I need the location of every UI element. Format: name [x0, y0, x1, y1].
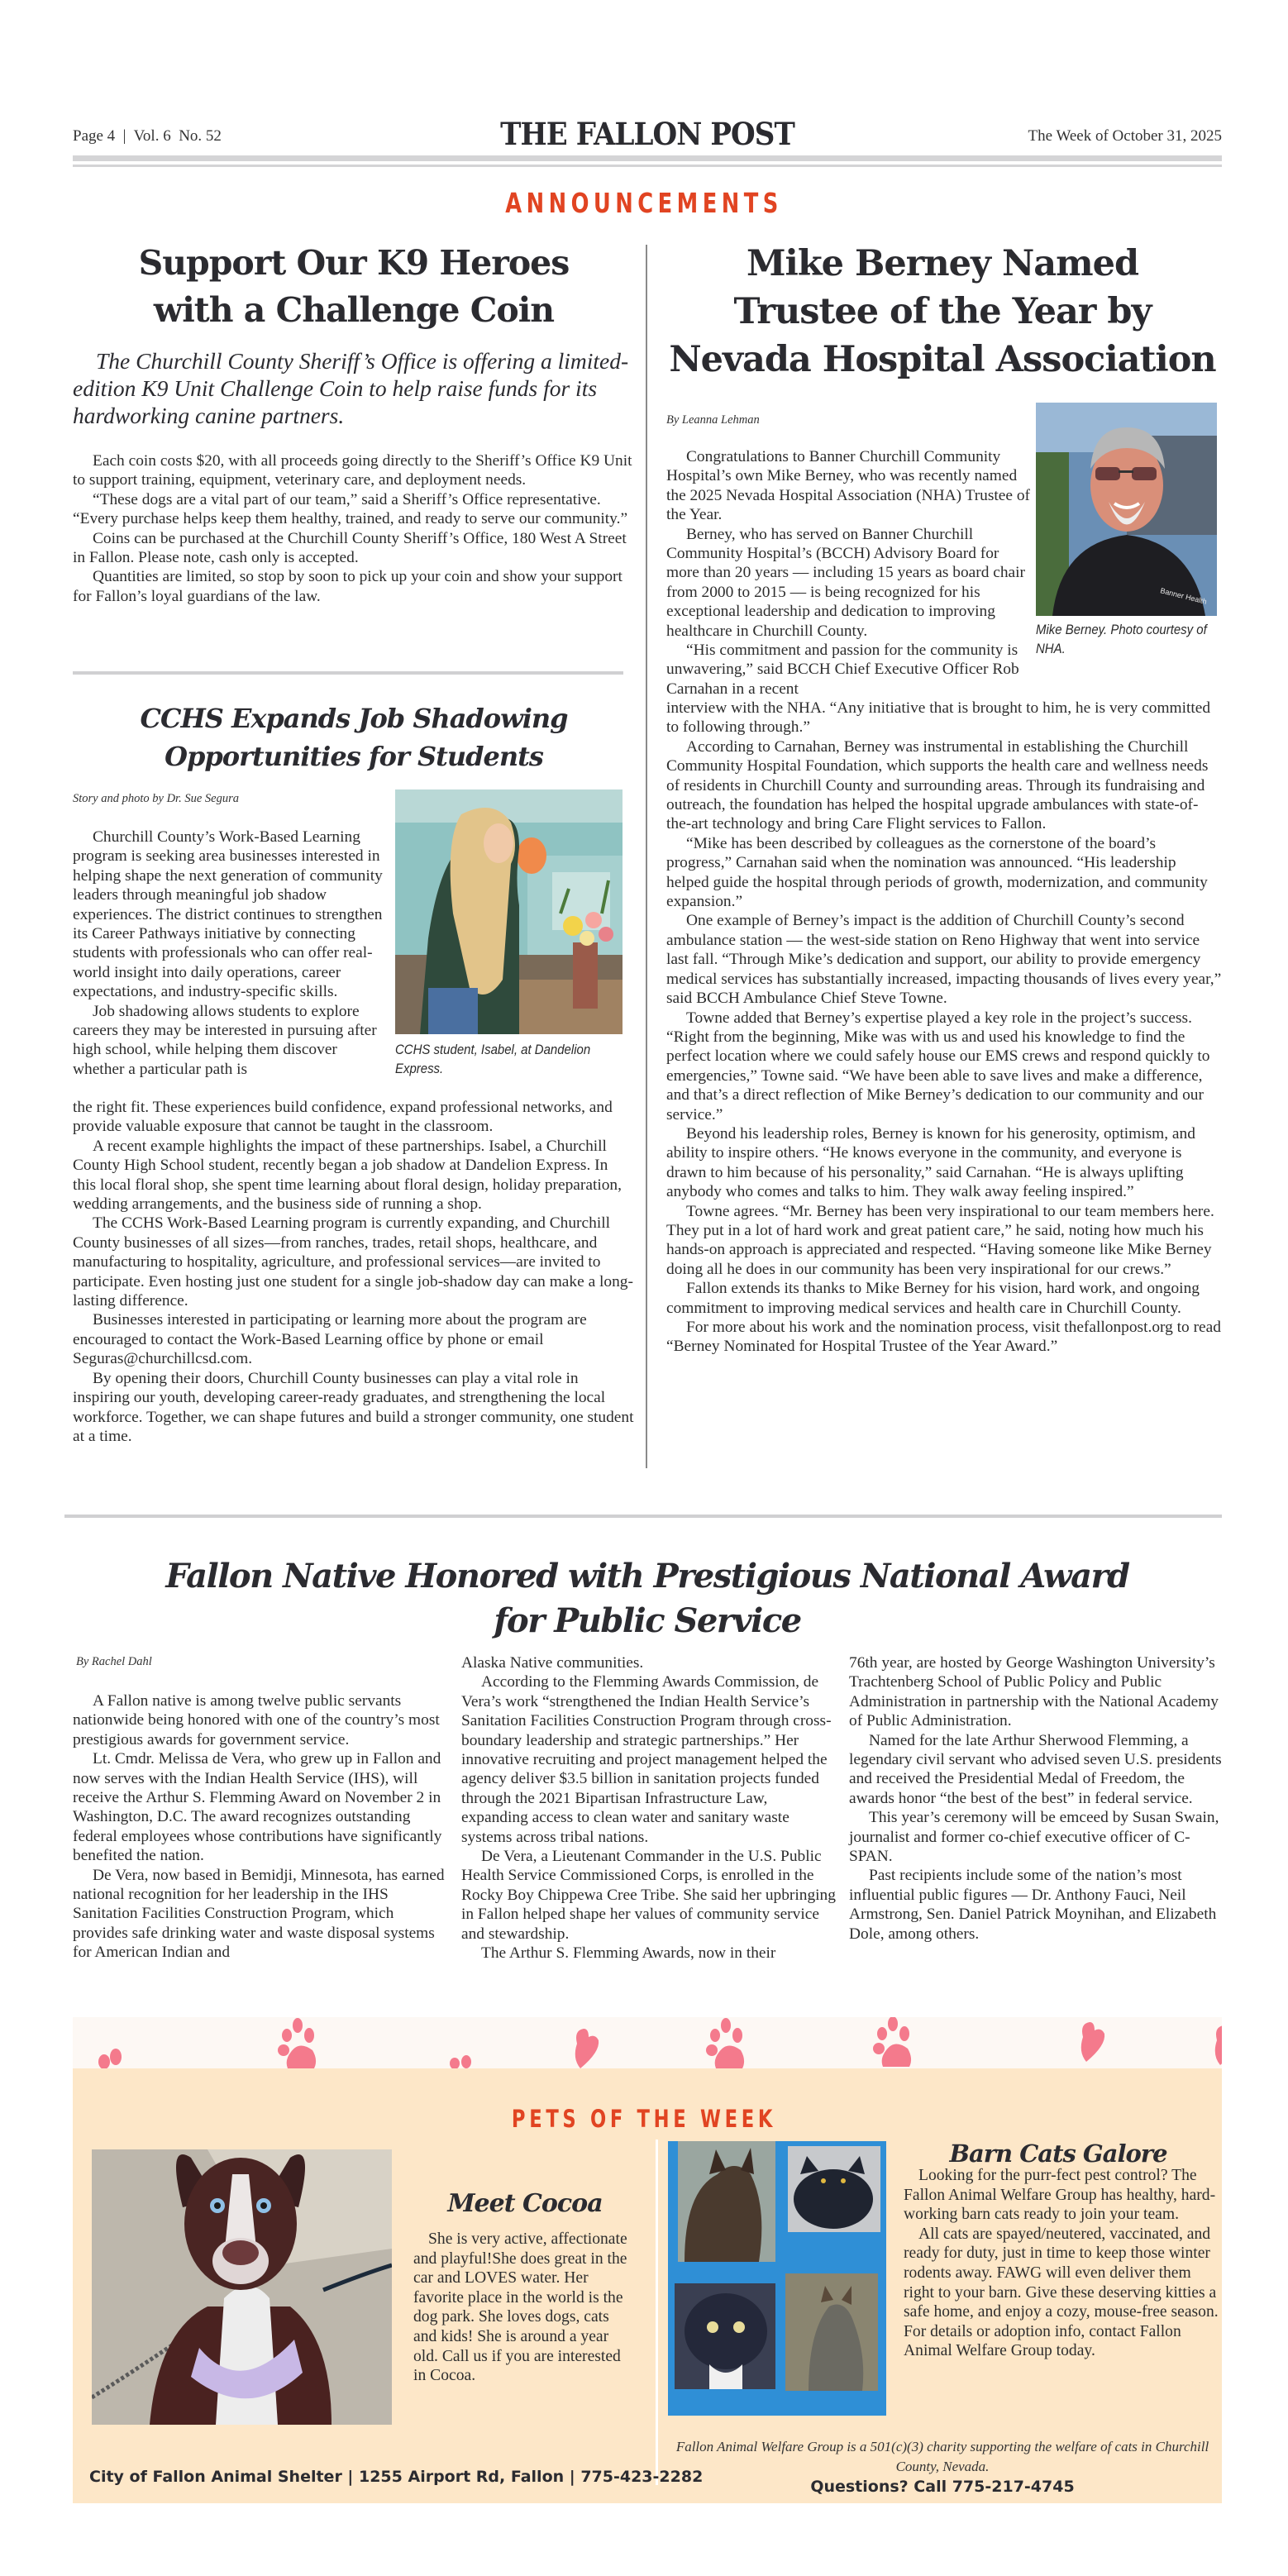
article-column-1	[73, 1691, 449, 1963]
paragraph: Quantities are limited, so stop by soon to pick up your coin and show your support for Fallon’s loyal guardians of the law.	[73, 568, 623, 605]
paw-print-icon	[873, 2017, 911, 2067]
paragraph: This year’s ceremony will be emceed by Susan Swain, journalist and former co-chief executive officer of C-SPAN.	[849, 1809, 1219, 1866]
article-column-2	[461, 1653, 837, 1963]
paragraph: For more about his work and the nomination process, visit thefallonpost.org to read “Berney Nominated for Hospital Trustee of the Year Award.”	[666, 1319, 1221, 1356]
headline	[661, 240, 1224, 384]
paragraph: Each coin costs $20, with all proceeds going directly to the Sheriff’s Office K9 Unit to support training, equipment, veterinary care, and deployment needs.	[73, 452, 632, 489]
paragraph: De Vera, now based in Bemidji, Minnesota, has earned national recognition for her leadership in the IHS Sanitation Facilities Construction Program, which provides safe drinking water and waste disposal systems for American Indian and	[73, 1866, 445, 1962]
heart-icon	[1215, 2025, 1222, 2065]
headline	[73, 240, 635, 334]
headline-line: Trustee of the Year by	[733, 291, 1152, 332]
paragraph: Fallon extends its thanks to Mike Berney for his vision, hard work, and ongoing commitment to improving medical services and health care in Churchill County.	[666, 1280, 1200, 1317]
paragraph: Coins can be purchased at the Churchill County Sheriff’s Office, 180 West A Street in Fallon. Please note, cash only is accepted.	[73, 529, 627, 567]
pet-title: Barn Cats Galore	[949, 2140, 1167, 2168]
article-body-wrapped	[666, 447, 1030, 699]
paragraph: Alaska Native communities.	[461, 1654, 644, 1672]
paragraph: Lt. Cmdr. Melissa de Vera, who grew up in Fallon and now serves with the Indian Health Service (IHS), will receive the Arthur S. Flemming Award on November 2 in Washington, D.C. The award recognizes outstanding federal employees whose contributions have significantly benefited the nation.	[73, 1750, 442, 1865]
paragraph: De Vera, a Lieutenant Commander in the U.S. Public Health Service Commissioned Corps, is enrolled in the Rocky Boy Chippewa Cree Tribe. She said her upbringing in Fallon helped shape her values of community service and stewardship.	[461, 1848, 836, 1943]
column-divider	[646, 245, 647, 1468]
masthead-rule-thin	[73, 165, 1222, 167]
paragraph: Congratulations to Banner Churchill Community Hospital’s own Mike Berney, who was recently named the 2025 Nevada Hospital Association (NHA) Trustee of the Year.	[666, 448, 1030, 524]
paragraph: Towne agrees. “Mr. Berney has been very inspirational to our team members here. They put in a lot of hard work and great patient care,” he said, noting how much his hands-on approach is appreciated and respected. “Having someone like Mike Berney doing all he does in our community has been very inspirational for our crews.”	[666, 1202, 1214, 1278]
byline: Story and photo by Dr. Sue Segura	[73, 792, 239, 805]
paragraph: the right fit. These experiences build confidence, expand professional networks, and provide valuable exposure that cannot be taught in the classroom.	[73, 1099, 613, 1136]
photo-isabel-florist	[395, 789, 623, 1034]
headline-line: Support Our K9 Heroes	[138, 243, 570, 283]
paw-pattern-banner	[73, 2017, 1222, 2068]
photo-cocoa-dog	[92, 2149, 392, 2425]
byline: By Rachel Dahl	[76, 1655, 152, 1668]
photo-caption: CCHS student, Isabel, at Dandelion Express.	[395, 1042, 591, 1076]
paragraph: Job shadowing allows students to explore careers they may be interested in pursuing after high school, while helping them discover whether a particular path is	[73, 1002, 377, 1078]
paragraph: Past recipients include some of the nation’s most influential public figures — Dr. Anthony Fauci, Neil Armstrong, Sen. Daniel Patrick Moynihan, and Elizabeth Dole, among others.	[849, 1867, 1217, 1943]
pet-description	[413, 2230, 628, 2386]
issue-date: The Week of October 31, 2025	[1028, 127, 1222, 145]
paragraph: 76th year, are hosted by George Washington University’s Trachtenberg School of Public Policy and Public Administration in partnership with the National Academy of Public Administration.	[849, 1654, 1219, 1730]
paragraph: All cats are spayed/neutered, vaccinated, and ready for duty, just in time to keep those winter rodents away. FAWG will even deliver them right to your barn. Give these deserving kitties a safe home, and enjoy a cozy, mouse-free season. For details or adoption info, contact Fallon Animal Welfare Group today.	[904, 2225, 1219, 2360]
article-body	[73, 451, 635, 606]
headline-line: Fallon Native Honored with Prestigious National Award	[165, 1557, 1129, 1596]
paragraph: By opening their doors, Churchill County businesses can play a vital role in inspiring our youth, developing career-ready graduates, and strengthening the local workforce. Together, we can shape futures and build a stronger community, one student at a time.	[73, 1369, 634, 1445]
headline-line: CCHS Expands Job Shadowing	[140, 703, 568, 734]
photo-mike-berney	[1036, 403, 1217, 616]
section-label-pets: PETS OF THE WEEK	[511, 2105, 777, 2133]
paragraph: A Fallon native is among twelve public servants nationwide being honored with one of the country’s most prestigious awards for government service.	[73, 1692, 440, 1748]
article-body	[73, 1098, 635, 1446]
pet-title: Meet Cocoa	[447, 2189, 603, 2218]
photo-caption: Mike Berney. Photo courtesy of NHA.	[1036, 622, 1207, 656]
paragraph: Towne added that Berney’s expertise played a key role in the project’s success. “Right from the beginning, Mike was with us and used his knowledge to find the perfect location where we could safely house our EMS crews and respond quickly to emergencies,” Towne said. “We have been able to save lives and make a difference, and that’s a direct reflection of Mike Berney’s dedication to our community and our service.”	[666, 1009, 1210, 1123]
headline-line: for Public Service	[494, 1601, 801, 1640]
page-info: Page 4 | Vol. 6 No. 52	[73, 127, 222, 145]
photo-barn-cats-board	[668, 2141, 886, 2416]
paw-print-icon	[278, 2018, 316, 2068]
pet-description	[904, 2166, 1222, 2361]
paragraph: A recent example highlights the impact of these partnerships. Isabel, a Churchill County High School student, recently began a job shadow at Dandelion Express. In this local floral shop, she spent time learning about floral design, holiday preparation, wedding arrangements, and the business side of running a shop.	[73, 1137, 622, 1214]
headline-line: Mike Berney Named	[746, 243, 1139, 284]
paragraph: Beyond his leadership roles, Berney is known for his generosity, optimism, and ability to inspire others. “He knows everyone in the community, and everyone is drawn to him because of his personality,” said Carnahan. “He is always uplifting anybody who comes and talks to him. They walk away feeling inspired.”	[666, 1124, 1195, 1201]
masthead-rule-thick	[73, 155, 1222, 161]
shelter-contact: City of Fallon Animal Shelter | 1255 Airport Rd, Fallon | 775-423-2282	[89, 2468, 704, 2486]
paragraph: She is very active, affectionate and playful!She does great in the car and LOVES water. Her favorite place in the world is the dog park. She loves dogs, cats and kids! She is around a year old. Call us if you are interested in Cocoa.	[413, 2230, 627, 2385]
paragraph: According to the Flemming Awards Commission, de Vera’s work “strengthened the Indian Health Service’s Sanitation Facilities Construction Program through cross-boundary leadership and strategic partnerships.” Her innovative recruiting and project management helped the agency deliver $3.5 billion in sanitation projects funded through the 2021 Bipartisan Infrastructure Law, expanding access to clean water and sanitary waste systems across tribal nations.	[461, 1673, 832, 1846]
article-column-3	[849, 1653, 1225, 1944]
section-divider	[64, 1515, 1222, 1518]
paragraph: “These dogs are a vital part of our team,” said a Sheriff’s Office representative. “Every purchase helps keep them healthy, trained, and ready to serve our community.”	[73, 490, 628, 528]
headline-line: Nevada Hospital Association	[669, 339, 1216, 380]
headline	[73, 699, 635, 775]
pets-column-divider	[656, 2140, 658, 2485]
paw-print-icon	[706, 2018, 744, 2068]
paragraph: According to Carnahan, Berney was instrumental in establishing the Churchill Community Hospital Foundation, which supports the health care and wellness needs of residents in Churchill County and surrounding areas. Through its fundraising and outreach, the foundation has helped the hospital upgrade ambulances with state-of-the-art technology and bring Care Flight services to Fallon.	[666, 737, 1209, 833]
article-body	[666, 699, 1222, 1357]
headline	[73, 1554, 1222, 1643]
section-label-announcements: ANNOUNCEMENTS	[505, 187, 783, 219]
section-divider	[73, 671, 623, 675]
paragraph: “His commitment and passion for the community is unwavering,” said BCCH Chief Executive Officer Rob Carnahan in a recent	[666, 642, 1019, 698]
paragraph: Businesses interested in participating or learning more about the program are encouraged to contact the Work-Based Learning office by phone or email Seguras@churchillcsd.com.	[73, 1311, 587, 1368]
paragraph: One example of Berney’s impact is the addition of Churchill County’s second ambulance station — the west-side station on Reno Highway that went into service last fall. “Through Mike’s dedication and support, our ability to provide emergency medical services has substantially increased, impacting thousands of lives every year,” said BCCH Ambulance Chief Steve Towne.	[666, 912, 1222, 1008]
paw-print-icon	[450, 2055, 471, 2068]
paragraph: Looking for the purr-fect pest control? The Fallon Animal Welfare Group has healthy, hard-working barn cats ready to join your team.	[904, 2167, 1216, 2224]
headline-line: Opportunities for Students	[165, 741, 543, 772]
headline-line: with a Challenge Coin	[153, 290, 555, 330]
heart-icon	[1081, 2022, 1104, 2062]
paragraph: The CCHS Work-Based Learning program is currently expanding, and Churchill County businesses of all sizes—from ranches, trades, retail shops, healthcare, and manufacturing to hospitality, agriculture, and professional services—are invited to participate. Even hosting just one student for a single job-shadow day can make a long-lasting difference.	[73, 1214, 633, 1310]
heart-icon	[575, 2029, 599, 2068]
byline: By Leanna Lehman	[666, 413, 760, 427]
article-deck: The Churchill County Sheriff’s Office is offering a limited-edition K9 Unit Challenge Coin to help raise funds for its hardworking canine partners.	[73, 348, 629, 428]
paragraph: interview with the NHA. “Any initiative that is brought to him, he is very committed to following through.”	[666, 699, 1211, 737]
newspaper-title: THE FALLON POST	[500, 116, 794, 152]
paragraph: Churchill County’s Work-Based Learning program is seeking area businesses interested in helping shape the next generation of community leaders through meaningful job shadow experiences. The district continues to strengthen its Career Pathways initiative by connecting students with professionals who can offer real-world insight into daily operations, career expectations, and industry-specific skills.	[73, 828, 383, 1001]
paragraph: Berney, who has served on Banner Churchill Community Hospital’s (BCCH) Advisory Board for more than 20 years — including 15 years as board chair from 2000 to 2015 — is being recognized for his exceptional leadership and dedication to improving healthcare in Churchill County.	[666, 525, 1025, 640]
svg-text:Banner Health: Banner Health	[1159, 586, 1208, 606]
paragraph: “Mike has been described by colleagues as the cornerstone of the board’s progress,” Carnahan said when the nomination was announced. “His leadership helped guide the hospital through periods of growth, modernization, and community expansion.”	[666, 834, 1208, 911]
paragraph: The Arthur S. Flemming Awards, now in their	[481, 1944, 776, 1963]
article-body-wrapped	[73, 828, 385, 1079]
fawg-questions-phone: Questions? Call 775-217-4745	[810, 2478, 1075, 2496]
paw-print-icon	[98, 2049, 122, 2068]
fawg-charity-note: Fallon Animal Welfare Group is a 501(c)(3) charity supporting the welfare of cats in Churchill County, Nevada.	[675, 2439, 1209, 2474]
paragraph: Named for the late Arthur Sherwood Flemming, a legendary civil servant who advised seven U.S. presidents and received the Presidential Medal of Freedom, the awards honor “the best of the best” in federal service.	[849, 1731, 1222, 1807]
masthead	[73, 116, 1222, 152]
